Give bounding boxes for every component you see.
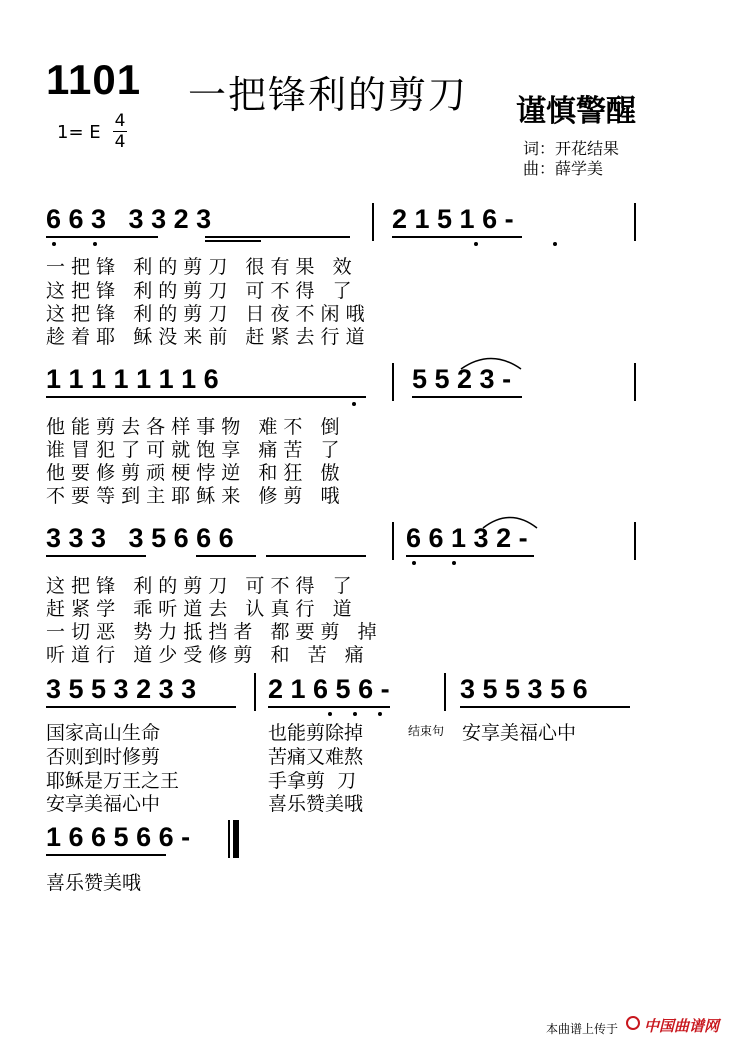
low-octave-dot (553, 242, 557, 246)
notes-line-2a: 1 1 1 1 1 1 1 6 (46, 364, 219, 394)
low-octave-dot (474, 242, 478, 246)
lyric-line: 耶稣是万王之王 (46, 770, 180, 792)
notes-line-5: 1 6 6 5 6 6 - (46, 822, 191, 852)
beam-underline (406, 555, 534, 557)
low-octave-dot (93, 242, 97, 246)
lyric-line: 这 把 锋 利 的 剪 刀 日 夜 不 闲 哦 (46, 303, 365, 325)
barline (392, 522, 394, 560)
beam-underline (196, 555, 256, 557)
beam-underline (266, 555, 366, 557)
notes-line-4c: 3 5 5 3 5 6 (460, 674, 588, 704)
barline (372, 203, 374, 241)
notes-line-3b: 6 6 1 3 2 - (406, 523, 528, 553)
lyric-line: 安享美福心中 (462, 722, 577, 744)
beam-underline (46, 706, 236, 708)
final-barline-thin (228, 820, 230, 858)
site-logo: 中国曲谱网 (644, 1017, 720, 1035)
motto: 谨慎警醒 (516, 94, 636, 129)
barline (634, 522, 636, 560)
tie-arc (480, 511, 540, 531)
lyric-line: 一 切 恶 势 力 抵 挡 者 都 要 剪 掉 (46, 621, 377, 643)
beam-underline (46, 555, 146, 557)
lyric-line: 赶 紧 学 乖 听 道 去 认 真 行 道 (46, 598, 352, 620)
lyric-line: 谁 冒 犯 了 可 就 饱 享 痛 苦 了 (46, 439, 340, 461)
barline (392, 363, 394, 401)
notes-line-3a: 3 3 3 3 5 6 6 6 (46, 523, 234, 553)
song-title: 一把锋利的剪刀 (188, 73, 469, 117)
beam-underline (412, 396, 522, 398)
beam-underline (460, 706, 630, 708)
time-top: 4 (114, 111, 126, 131)
notes-line-1a: 6 6 3 3 3 2 3 (46, 204, 212, 234)
lyric-line: 喜乐赞美哦 (268, 793, 364, 815)
beam-underline (205, 240, 261, 242)
notes-line-4a: 3 5 5 3 2 3 3 (46, 674, 197, 704)
lyric-line: 也能剪除掉 (268, 722, 364, 744)
lyric-line: 趁 着 耶 稣 没 来 前 赶 紧 去 行 道 (46, 326, 365, 348)
end-phrase-marker: 结束句 (408, 724, 445, 738)
lyric-line: 一 把 锋 利 的 剪 刀 很 有 果 效 (46, 256, 352, 278)
time-bottom: 4 (114, 132, 126, 152)
low-octave-dot (328, 712, 332, 716)
lyric-line: 安享美福心中 (46, 793, 161, 815)
tie-arc (458, 352, 524, 372)
notes-line-2b: 5 5 2 3 - (412, 364, 512, 394)
barline (444, 673, 446, 711)
beam-underline (46, 236, 158, 238)
barline (254, 673, 256, 711)
lyric-line: 手拿剪 刀 (268, 770, 357, 792)
low-octave-dot (412, 561, 416, 565)
lyric-line: 他 要 修 剪 顽 梗 悖 逆 和 狂 傲 (46, 462, 340, 484)
notes-line-1b: 2 1 5 1 6 - (392, 204, 514, 234)
beam-underline (46, 854, 166, 856)
beam-underline (205, 236, 350, 238)
key-signature: 1= E (57, 122, 101, 143)
low-octave-dot (352, 402, 356, 406)
upload-note: 本曲谱上传于 (546, 1022, 619, 1036)
beam-underline (268, 706, 390, 708)
song-number: 1101 (46, 56, 142, 103)
notes-line-4b: 2 1 6 5 6 - (268, 674, 390, 704)
beam-underline (392, 236, 522, 238)
low-octave-dot (353, 712, 357, 716)
lyric-line: 喜乐赞美哦 (46, 872, 142, 894)
lyricist: 词：开花结果 (523, 139, 620, 158)
lyric-line: 这 把 锋 利 的 剪 刀 可 不 得 了 (46, 280, 352, 302)
low-octave-dot (52, 242, 56, 246)
site-logo-icon (626, 1016, 640, 1030)
barline (634, 363, 636, 401)
low-octave-dot (452, 561, 456, 565)
final-barline-thick (233, 820, 239, 858)
barline (634, 203, 636, 241)
lyric-line: 否则到时修剪 (46, 746, 161, 768)
lyric-line: 不 要 等 到 主 耶 稣 来 修 剪 哦 (46, 485, 340, 507)
lyric-line: 国家高山生命 (46, 722, 161, 744)
lyric-line: 苦痛又难熬 (268, 746, 364, 768)
beam-underline (46, 396, 366, 398)
low-octave-dot (378, 712, 382, 716)
lyric-line: 听 道 行 道 少 受 修 剪 和 苦 痛 (46, 644, 364, 666)
lyric-line: 这 把 锋 利 的 剪 刀 可 不 得 了 (46, 575, 352, 597)
lyric-line: 他 能 剪 去 各 样 事 物 难 不 倒 (46, 416, 340, 438)
time-signature (110, 111, 130, 152)
composer: 曲：薛学美 (523, 159, 604, 178)
